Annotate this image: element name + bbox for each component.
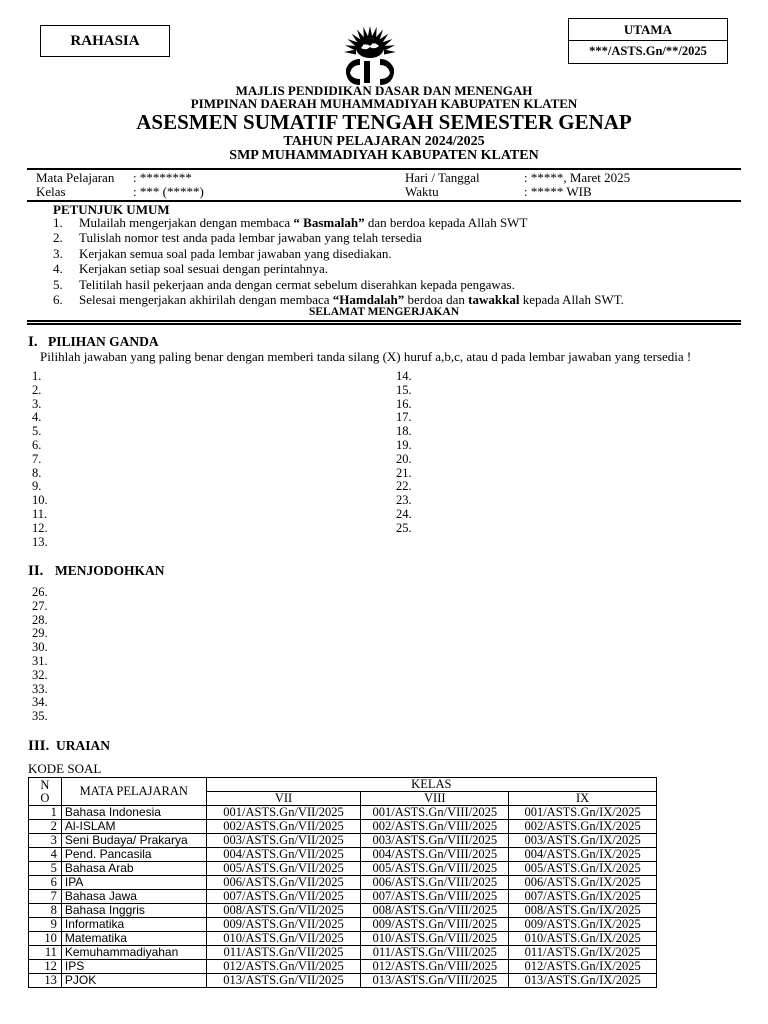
cell-code-ix: 004/ASTS.Gn/IX/2025 [509,848,657,862]
cell-code-viii: 007/ASTS.Gn/VIII/2025 [361,890,509,904]
cell-code-ix: 010/ASTS.Gn/IX/2025 [509,932,657,946]
question-number: 21. [396,465,412,480]
petunjuk-num: 6. [53,292,63,308]
exam-title: ASESMEN SUMATIF TENGAH SEMESTER GENAP [136,110,632,134]
rahasia-label: RAHASIA [70,33,140,49]
question-number: 13. [32,534,48,549]
cell-code-vii: 001/ASTS.Gn/VII/2025 [206,806,361,820]
question-number: 34. [32,695,48,710]
kode-soal-table [28,777,657,988]
header-line-2: PIMPINAN DAERAH MUHAMMADIYAH KABUPATEN KLATEN [190,96,578,111]
cell-code-vii: 002/ASTS.Gn/VII/2025 [206,820,361,834]
cell-no: 11 [29,946,62,960]
section-2-heading [28,563,165,580]
question-number: 5. [32,424,42,439]
petunjuk-num: 2. [53,230,63,246]
cell-no: 3 [29,834,62,848]
section-3-heading [28,738,110,755]
table-row [29,806,657,820]
kelas-value: : *** (*****) [133,184,204,199]
table-row [29,918,657,932]
section-2-roman: II. [28,563,44,579]
petunjuk-text: Tulislah nomor test anda pada lembar jawaban yang telah tersedia [79,230,422,246]
table-row [29,876,657,890]
utama-label: UTAMA [569,19,727,41]
cell-code-vii: 006/ASTS.Gn/VII/2025 [206,876,361,890]
cell-mapel: Matematika [61,932,206,946]
col-ix-header: IX [509,792,657,806]
cell-mapel: Bahasa Indonesia [61,806,206,820]
table-row [29,974,657,988]
petunjuk-text: kepada Allah SWT. [519,292,624,308]
cell-no: 1 [29,806,62,820]
table-header-row [29,778,657,792]
question-number: 27. [32,598,48,613]
petunjuk-bold: tawakkal [468,292,520,308]
cell-mapel: Informatika [61,918,206,932]
question-number: 2. [32,382,42,397]
cell-code-ix: 008/ASTS.Gn/IX/2025 [509,904,657,918]
question-number: 28. [32,612,48,627]
cell-mapel: PJOK [61,974,206,988]
col-viii-header: VIII [361,792,509,806]
question-number: 9. [32,479,42,494]
petunjuk-text: Selesai mengerjakan akhirilah dengan membaca [79,292,333,308]
cell-code-viii: 011/ASTS.Gn/VIII/2025 [361,946,509,960]
kelas-label: Kelas [36,184,66,199]
question-number: 6. [32,437,42,452]
cell-code-viii: 008/ASTS.Gn/VIII/2025 [361,904,509,918]
cell-code-vii: 009/ASTS.Gn/VII/2025 [206,918,361,932]
double-rule-top [27,320,741,322]
cell-code-ix: 012/ASTS.Gn/IX/2025 [509,960,657,974]
cell-code-viii: 003/ASTS.Gn/VIII/2025 [361,834,509,848]
cell-code-ix: 005/ASTS.Gn/IX/2025 [509,862,657,876]
question-number: 24. [396,506,412,521]
cell-code-vii: 013/ASTS.Gn/VII/2025 [206,974,361,988]
question-number: 23. [396,493,412,508]
cell-code-viii: 012/ASTS.Gn/VIII/2025 [361,960,509,974]
table-row [29,834,657,848]
cell-no: 4 [29,848,62,862]
cell-code-ix: 009/ASTS.Gn/IX/2025 [509,918,657,932]
pg-right-numbers [396,370,412,536]
table-row [29,820,657,834]
table-row [29,904,657,918]
petunjuk-num: 4. [53,261,63,277]
cell-code-ix: 006/ASTS.Gn/IX/2025 [509,876,657,890]
question-number: 8. [32,465,42,480]
cell-mapel: Bahasa Inggris [61,904,206,918]
cell-code-ix: 003/ASTS.Gn/IX/2025 [509,834,657,848]
petunjuk-text: Mulailah mengerjakan dengan membaca [79,215,294,230]
petunjuk-text: dan berdoa kepada Allah SWT [364,215,528,230]
petunjuk-item [53,215,624,230]
cell-mapel: IPS [61,960,206,974]
col-no-header: N O [29,778,62,806]
table-row [29,890,657,904]
cell-code-ix: 007/ASTS.Gn/IX/2025 [509,890,657,904]
cell-mapel: Bahasa Arab [61,862,206,876]
waktu-label: Waktu [405,184,439,199]
mapel-value: : ******** [133,170,192,185]
cell-no: 9 [29,918,62,932]
cell-code-viii: 004/ASTS.Gn/VIII/2025 [361,848,509,862]
cell-no: 7 [29,890,62,904]
cell-no: 13 [29,974,62,988]
cell-code-vii: 011/ASTS.Gn/VII/2025 [206,946,361,960]
petunjuk-text: Kerjakan setiap soal sesuai dengan perintahnya. [79,261,329,277]
question-number: 1. [32,369,42,383]
question-number: 3. [32,396,42,411]
cell-code-ix: 001/ASTS.Gn/IX/2025 [509,806,657,820]
hari-label: Hari / Tanggal [405,170,480,185]
question-number: 18. [396,424,412,439]
table-row [29,960,657,974]
cell-code-viii: 001/ASTS.Gn/VIII/2025 [361,806,509,820]
cell-code-vii: 010/ASTS.Gn/VII/2025 [206,932,361,946]
table-row [29,932,657,946]
cell-no: 12 [29,960,62,974]
cell-code-viii: 009/ASTS.Gn/VIII/2025 [361,918,509,932]
question-number: 7. [32,451,42,466]
cell-mapel: Kemuhammadiyahan [61,946,206,960]
muhammadiyah-logo [338,25,402,85]
petunjuk-num: 5. [53,276,63,292]
question-number: 25. [396,520,412,535]
cell-code-ix: 002/ASTS.Gn/IX/2025 [509,820,657,834]
cell-no: 2 [29,820,62,834]
cell-mapel: Seni Budaya/ Prakarya [61,834,206,848]
col-mapel-header: MATA PELAJARAN [61,778,206,806]
matching-numbers [32,586,48,724]
school-name: SMP MUHAMMADIYAH KABUPATEN KLATEN [229,148,539,163]
document-code: ***/ASTS.Gn/**/2025 [589,44,707,58]
question-number: 32. [32,667,48,682]
section-3-roman: III. [28,738,50,754]
hari-value: : *****, Maret 2025 [524,170,631,185]
question-number: 10. [32,493,48,508]
question-number: 29. [32,626,48,641]
petunjuk-num: 3. [53,245,63,261]
cell-code-ix: 011/ASTS.Gn/IX/2025 [509,946,657,960]
question-number: 17. [396,410,412,425]
petunjuk-title: PETUNJUK UMUM [53,202,170,217]
section-1-instruction: Pilihlah jawaban yang paling benar dengan memberi tanda silang (X) huruf a,b,c, atau d pada lembar jawaban yang tersedia ! [40,349,692,364]
petunjuk-bold: “ Basmalah” [293,215,365,230]
question-number: 26. [32,585,48,599]
question-number: 31. [32,653,48,668]
petunjuk-item [53,230,624,245]
cell-mapel: Bahasa Jawa [61,890,206,904]
col-vii-header: VII [206,792,361,806]
table-row [29,848,657,862]
cell-no: 10 [29,932,62,946]
section-1-roman: I. [28,334,38,350]
petunjuk-item [53,246,624,261]
table-row [29,946,657,960]
cell-mapel: IPA [61,876,206,890]
question-number: 11. [32,506,48,521]
cell-code-viii: 010/ASTS.Gn/VIII/2025 [361,932,509,946]
cell-no: 8 [29,904,62,918]
waktu-value: : ***** WIB [524,184,592,199]
table-row [29,862,657,876]
petunjuk-text: Telitilah hasil pekerjaan anda dengan cermat sebelum diserahkan kepada pengawas. [79,276,515,292]
rahasia-label-box [40,25,170,57]
petunjuk-list [53,215,624,307]
cell-code-viii: 013/ASTS.Gn/VIII/2025 [361,974,509,988]
cell-code-viii: 005/ASTS.Gn/VIII/2025 [361,862,509,876]
cell-no: 5 [29,862,62,876]
cell-code-vii: 007/ASTS.Gn/VII/2025 [206,890,361,904]
section-1-title: PILIHAN GANDA [48,334,159,349]
question-number: 30. [32,640,48,655]
cell-code-viii: 006/ASTS.Gn/VIII/2025 [361,876,509,890]
petunjuk-num: 1. [53,215,63,230]
kode-soal-label: KODE SOAL [28,761,102,776]
section-2-title: MENJODOHKAN [55,563,165,578]
section-3-title: URAIAN [56,738,110,753]
closing-text: SELAMAT MENGERJAKAN [308,306,460,318]
question-number: 14. [396,369,412,383]
question-number: 33. [32,681,48,696]
cell-code-vii: 004/ASTS.Gn/VII/2025 [206,848,361,862]
academic-year: TAHUN PELAJARAN 2024/2025 [283,134,485,149]
petunjuk-item [53,261,624,276]
question-number: 16. [396,396,412,411]
question-number: 19. [396,437,412,452]
cell-code-vii: 012/ASTS.Gn/VII/2025 [206,960,361,974]
cell-mapel: Al-ISLAM [61,820,206,834]
cell-code-viii: 002/ASTS.Gn/VIII/2025 [361,820,509,834]
petunjuk-text: Kerjakan semua soal pada lembar jawaban yang disediakan. [79,245,392,261]
mapel-label: Mata Pelajaran [36,170,115,185]
double-rule-bottom [27,323,741,325]
question-number: 22. [396,479,412,494]
cell-code-vii: 003/ASTS.Gn/VII/2025 [206,834,361,848]
question-number: 12. [32,520,48,535]
question-number: 15. [396,382,412,397]
petunjuk-item [53,277,624,292]
cell-mapel: Pend. Pancasila [61,848,206,862]
cell-no: 6 [29,876,62,890]
petunjuk-text: berdoa dan [404,292,469,308]
utama-code-box [568,18,728,64]
cell-code-ix: 013/ASTS.Gn/IX/2025 [509,974,657,988]
header-line-1: MAJLIS PENDIDIKAN DASAR DAN MENENGAH [235,83,533,98]
cell-code-vii: 005/ASTS.Gn/VII/2025 [206,862,361,876]
question-number: 20. [396,451,412,466]
pg-left-numbers [32,370,48,549]
question-number: 35. [32,709,48,724]
col-kelas-header: KELAS [206,778,656,792]
petunjuk-bold: “Hamdalah” [332,292,405,308]
question-number: 4. [32,410,42,425]
cell-code-vii: 008/ASTS.Gn/VII/2025 [206,904,361,918]
